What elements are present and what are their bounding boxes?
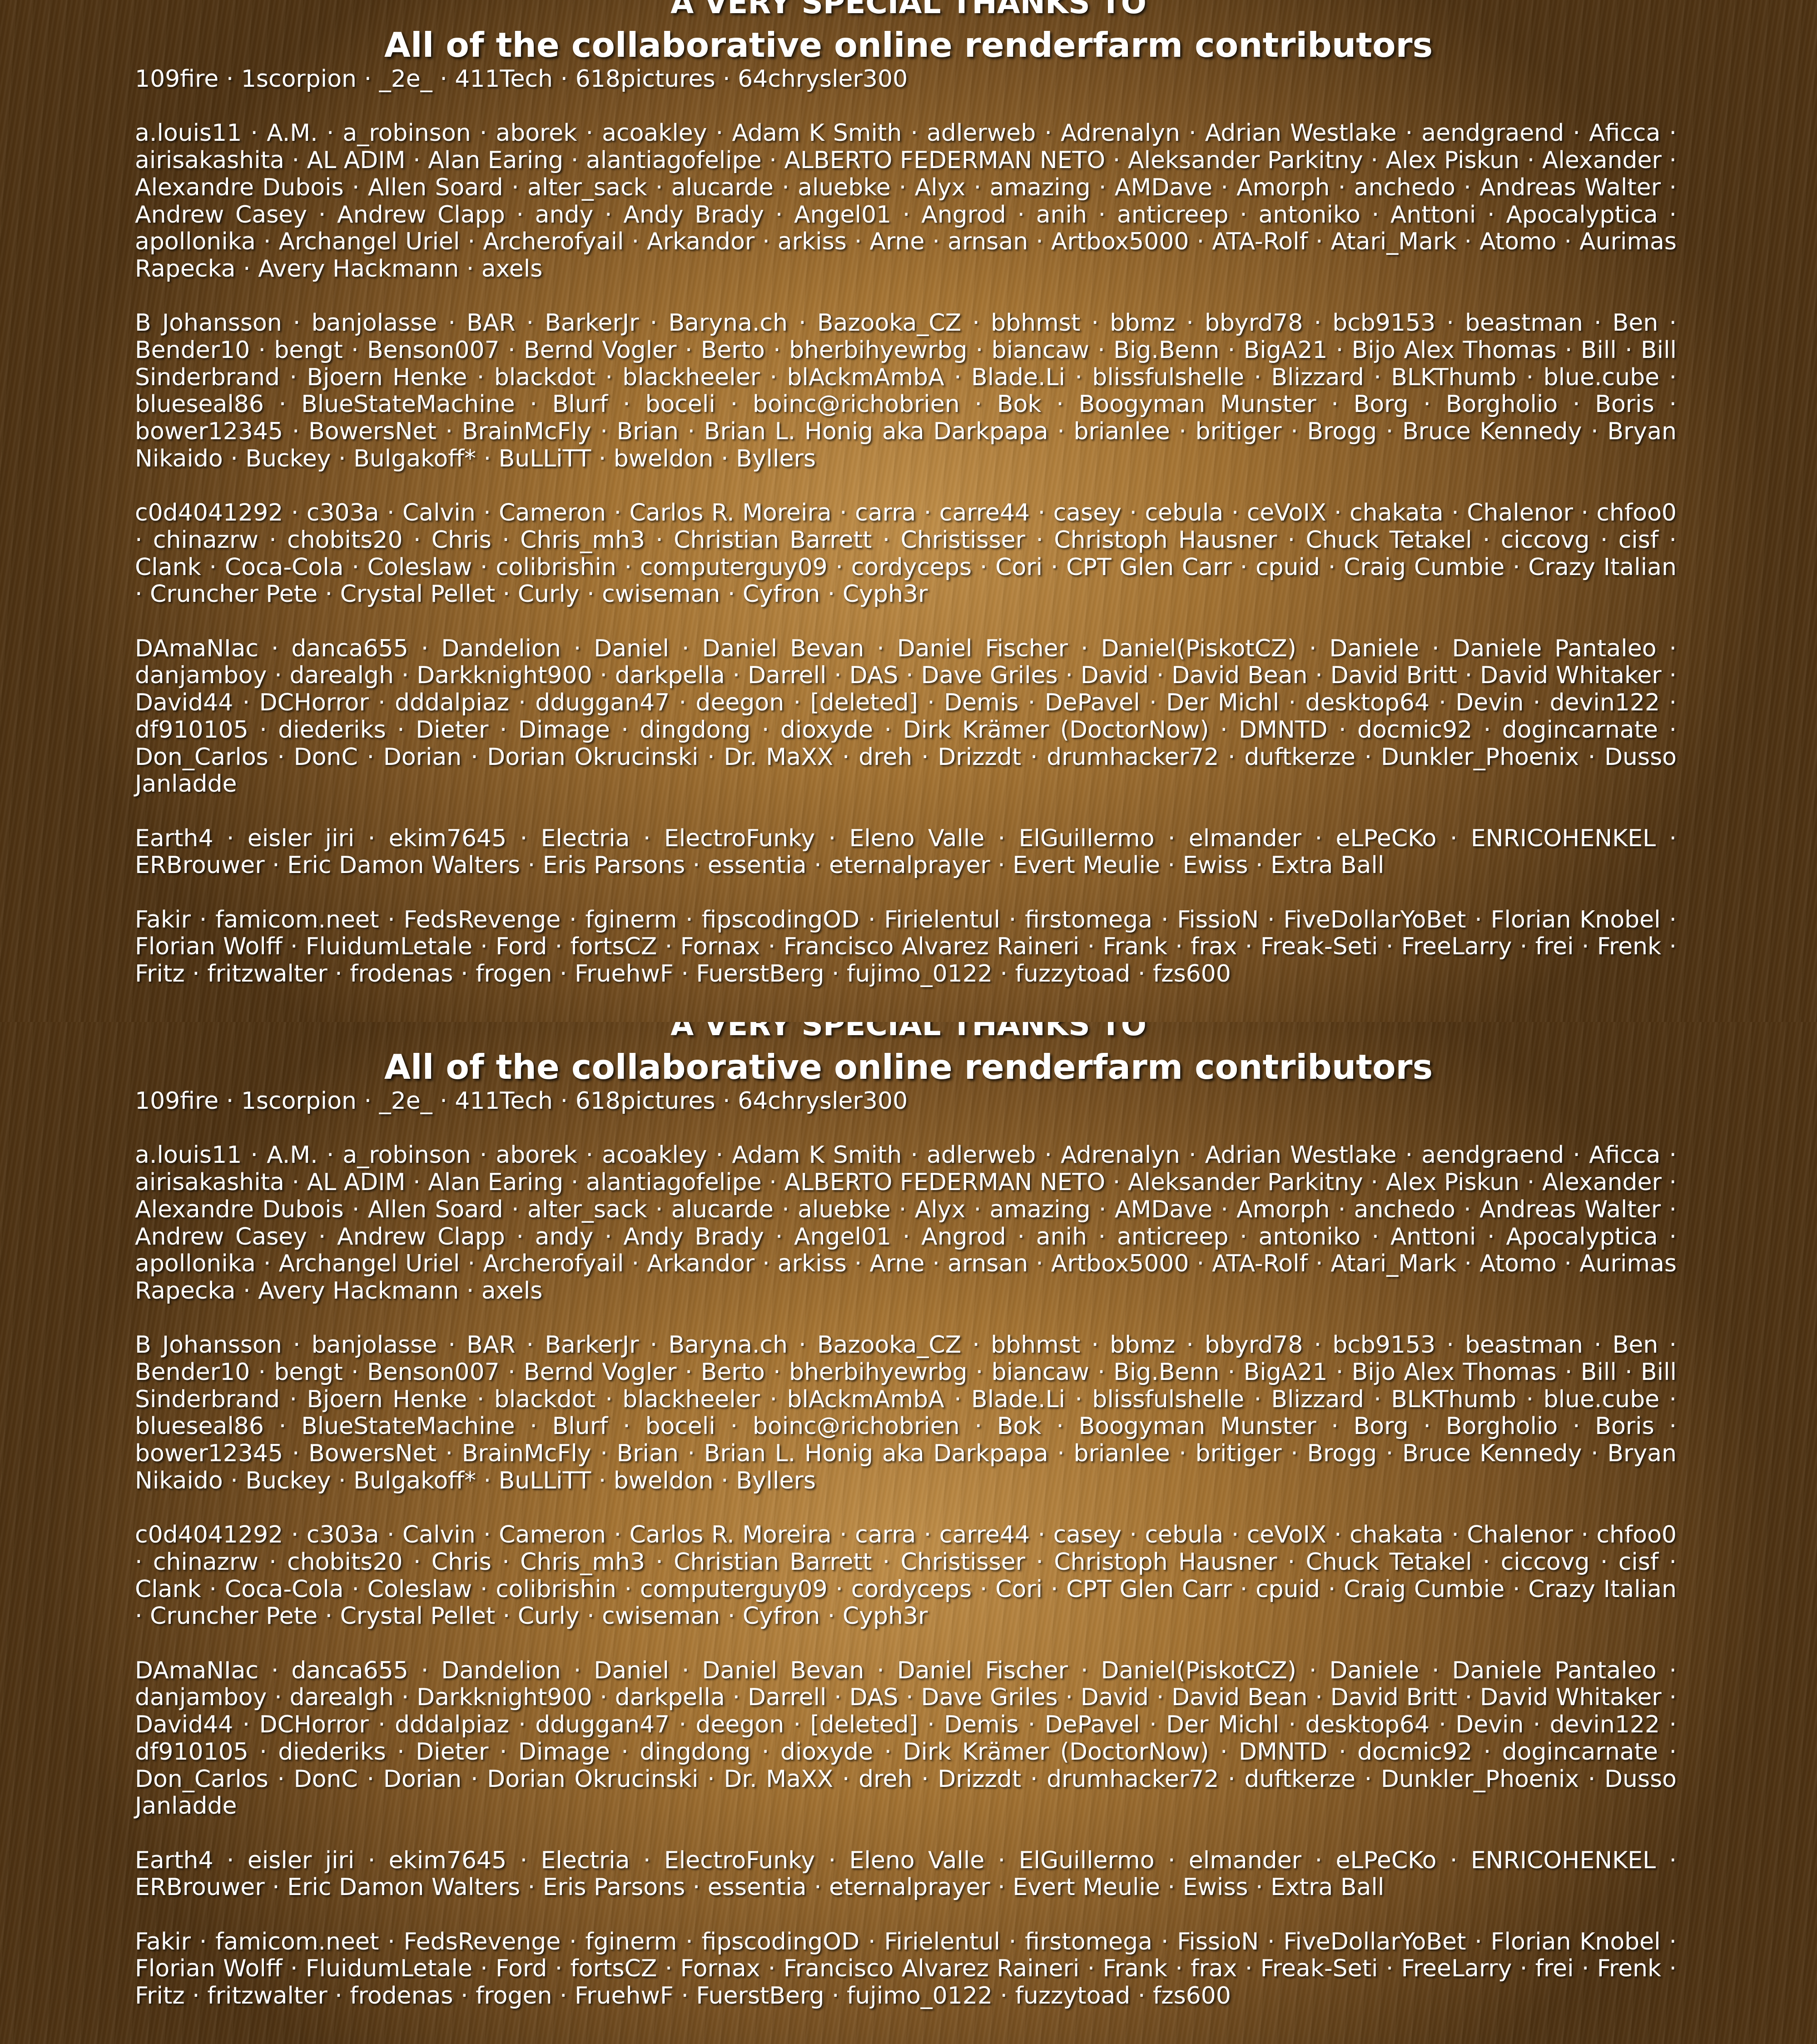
- contributors-d: DAmaNIac · danca655 · Dandelion · Daniel · Daniel Bevan · Daniel Fischer · Daniel(PiskotCZ) · Daniele · Daniele Pantaleo · danjamboy · darealgh · Darkknight900 · darkpella · Darrell · DAS · Dave Griles · David · David Bean · David Britt · David Whitaker · David44 · DCHorror · dddalpiaz · dduggan47 · deegon · [deleted] · Demis · DePavel · Der Michl · desktop64 · Devin · devin122 · df910105 · diederiks · Dieter · Dimage · dingdong · dioxyde · Dirk Krämer (DoctorNow) · DMNTD · docmic92 · dogincarnate · Don_Carlos · DonC · Dorian · Dorian Okrucinski · Dr. MaXX · dreh · Drizzdt · drumhacker72 · duftkerze · Dunkler_Phoenix · Dusso Janladde: [135, 635, 1677, 798]
- contributors-a: a.louis11 · A.M. · a_robinson · aborek · acoakley · Adam K Smith · adlerweb · Adrenalyn · Adrian Westlake · aendgraend · Aficca · airisakashita · AL ADIM · Alan Earing · alantiagofelipe · ALBERTO FEDERMAN NETO · Aleksander Parkitny · Alex Piskun · Alexander · Alexandre Dubois · Allen Soard · alter_sack · alucarde · aluebke · Alyx · amazing · AMDave · Amorph · anchedo · Andreas Walter · Andrew Casey · Andrew Clapp · andy · Andy Brady · Angel01 · Angrod · anih · anticreep · antoniko · Anttoni · Apocalyptica · apollonika · Archangel Uriel · Archerofyail · Arkandor · arkiss · Arne · arnsan · Artbox5000 · ATA-Rolf · Atari_Mark · Atomo · Aurimas Rapecka · Avery Hackmann · axels: [135, 1142, 1677, 1305]
- contributors-d: DAmaNIac · danca655 · Dandelion · Daniel · Daniel Bevan · Daniel Fischer · Daniel(PiskotCZ) · Daniele · Daniele Pantaleo · danjamboy · darealgh · Darkknight900 · darkpella · Darrell · DAS · Dave Griles · David · David Bean · David Britt · David Whitaker · David44 · DCHorror · dddalpiaz · dduggan47 · deegon · [deleted] · Demis · DePavel · Der Michl · desktop64 · Devin · devin122 · df910105 · diederiks · Dieter · Dimage · dingdong · dioxyde · Dirk Krämer (DoctorNow) · DMNTD · docmic92 · dogincarnate · Don_Carlos · DonC · Dorian · Dorian Okrucinski · Dr. MaXX · dreh · Drizzdt · drumhacker72 · duftkerze · Dunkler_Phoenix · Dusso Janladde: [135, 1657, 1677, 1820]
- clipped-heading: A VERY SPECIAL THANKS TO: [0, 0, 1817, 24]
- contributors-b: B Johansson · banjolasse · BAR · BarkerJr · Baryna.ch · Bazooka_CZ · bbhmst · bbmz · bbyrd78 · bcb9153 · beastman · Ben · Bender10 · bengt · Benson007 · Bernd Vogler · Berto · bherbihyewrbg · biancaw · Big.Benn · BigA21 · Bijo Alex Thomas · Bill · Bill Sinderbrand · Bjoern Henke · blackdot · blackheeler · blAckmAmbA · Blade.Li · blissfulshelle · Blizzard · BLKThumb · blue.cube · blueseal86 · BlueStateMachine · Blurf · boceli · boinc@richobrien · Bok · Boogyman Munster · Borg · Borgholio · Boris · bower12345 · BowersNet · BrainMcFly · Brian · Brian L. Honig aka Darkpapa · brianlee · britiger · Brogg · Bruce Kennedy · Bryan Nikaido · Buckey · Bulgakoff* · BuLLiTT · bweldon · Byllers: [135, 310, 1677, 472]
- contributors-numeric: 109fire · 1scorpion · _2e_ · 411Tech · 618pictures · 64chrysler300: [135, 66, 1677, 93]
- credits-heading: All of the collaborative online renderfarm contributors: [0, 24, 1817, 67]
- contributors-f: Fakir · famicom.neet · FedsRevenge · fginerm · fipscodingOD · Firielentul · firstomega · FissioN · FiveDollarYoBet · Florian Knobel · Florian Wolff · FluidumLetale · Ford · fortsCZ · Fornax · Francisco Alvarez Raineri · Frank · frax · Freak-Seti · FreeLarry · frei · Frenk · Fritz · fritzwalter · frodenas · frogen · FruehwF · FuerstBerg · fujimo_0122 · fuzzytoad · fzs600: [135, 1929, 1677, 2010]
- contributors-e: Earth4 · eisler jiri · ekim7645 · Electria · ElectroFunky · Eleno Valle · ElGuillermo · elmander · eLPeCKo · ENRICOHENKEL · ERBrouwer · Eric Damon Walters · Eris Parsons · essentia · eternalprayer · Evert Meulie · Ewiss · Extra Ball: [135, 1847, 1677, 1901]
- contributors-a: a.louis11 · A.M. · a_robinson · aborek · acoakley · Adam K Smith · adlerweb · Adrenalyn · Adrian Westlake · aendgraend · Aficca · airisakashita · AL ADIM · Alan Earing · alantiagofelipe · ALBERTO FEDERMAN NETO · Aleksander Parkitny · Alex Piskun · Alexander · Alexandre Dubois · Allen Soard · alter_sack · alucarde · aluebke · Alyx · amazing · AMDave · Amorph · anchedo · Andreas Walter · Andrew Casey · Andrew Clapp · andy · Andy Brady · Angel01 · Angrod · anih · anticreep · antoniko · Anttoni · Apocalyptica · apollonika · Archangel Uriel · Archerofyail · Arkandor · arkiss · Arne · arnsan · Artbox5000 · ATA-Rolf · Atari_Mark · Atomo · Aurimas Rapecka · Avery Hackmann · axels: [135, 120, 1677, 283]
- contributors-b: B Johansson · banjolasse · BAR · BarkerJr · Baryna.ch · Bazooka_CZ · bbhmst · bbmz · bbyrd78 · bcb9153 · beastman · Ben · Bender10 · bengt · Benson007 · Bernd Vogler · Berto · bherbihyewrbg · biancaw · Big.Benn · BigA21 · Bijo Alex Thomas · Bill · Bill Sinderbrand · Bjoern Henke · blackdot · blackheeler · blAckmAmbA · Blade.Li · blissfulshelle · Blizzard · BLKThumb · blue.cube · blueseal86 · BlueStateMachine · Blurf · boceli · boinc@richobrien · Bok · Boogyman Munster · Borg · Borgholio · Boris · bower12345 · BowersNet · BrainMcFly · Brian · Brian L. Honig aka Darkpapa · brianlee · britiger · Brogg · Bruce Kennedy · Bryan Nikaido · Buckey · Bulgakoff* · BuLLiTT · bweldon · Byllers: [135, 1332, 1677, 1494]
- contributors-c: c0d4041292 · c303a · Calvin · Cameron · Carlos R. Moreira · carra · carre44 · casey · cebula · ceVoIX · chakata · Chalenor · chfoo0 · chinazrw · chobits20 · Chris · Chris_mh3 · Christian Barrett · Christisser · Christoph Hausner · Chuck Tetakel · ciccovg · cisf · Clank · Coca-Cola · Coleslaw · colibrishin · computerguy09 · cordyceps · Cori · CPT Glen Carr · cpuid · Craig Cumbie · Crazy Italian · Cruncher Pete · Crystal Pellet · Curly · cwiseman · Cyfron · Cyph3r: [135, 500, 1677, 608]
- credits-heading: All of the collaborative online renderfarm contributors: [0, 1046, 1817, 1089]
- clipped-heading: A VERY SPECIAL THANKS TO: [0, 1022, 1817, 1046]
- contributors-c: c0d4041292 · c303a · Calvin · Cameron · Carlos R. Moreira · carra · carre44 · casey · cebula · ceVoIX · chakata · Chalenor · chfoo0 · chinazrw · chobits20 · Chris · Chris_mh3 · Christian Barrett · Christisser · Christoph Hausner · Chuck Tetakel · ciccovg · cisf · Clank · Coca-Cola · Coleslaw · colibrishin · computerguy09 · cordyceps · Cori · CPT Glen Carr · cpuid · Craig Cumbie · Crazy Italian · Cruncher Pete · Crystal Pellet · Curly · cwiseman · Cyfron · Cyph3r: [135, 1522, 1677, 1630]
- contributors-numeric: 109fire · 1scorpion · _2e_ · 411Tech · 618pictures · 64chrysler300: [135, 1088, 1677, 1115]
- contributors-e: Earth4 · eisler jiri · ekim7645 · Electria · ElectroFunky · Eleno Valle · ElGuillermo · elmander · eLPeCKo · ENRICOHENKEL · ERBrouwer · Eric Damon Walters · Eris Parsons · essentia · eternalprayer · Evert Meulie · Ewiss · Extra Ball: [135, 825, 1677, 879]
- contributors-f: Fakir · famicom.neet · FedsRevenge · fginerm · fipscodingOD · Firielentul · firstomega · FissioN · FiveDollarYoBet · Florian Knobel · Florian Wolff · FluidumLetale · Ford · fortsCZ · Fornax · Francisco Alvarez Raineri · Frank · frax · Freak-Seti · FreeLarry · frei · Frenk · Fritz · fritzwalter · frodenas · frogen · FruehwF · FuerstBerg · fujimo_0122 · fuzzytoad · fzs600: [135, 907, 1677, 988]
